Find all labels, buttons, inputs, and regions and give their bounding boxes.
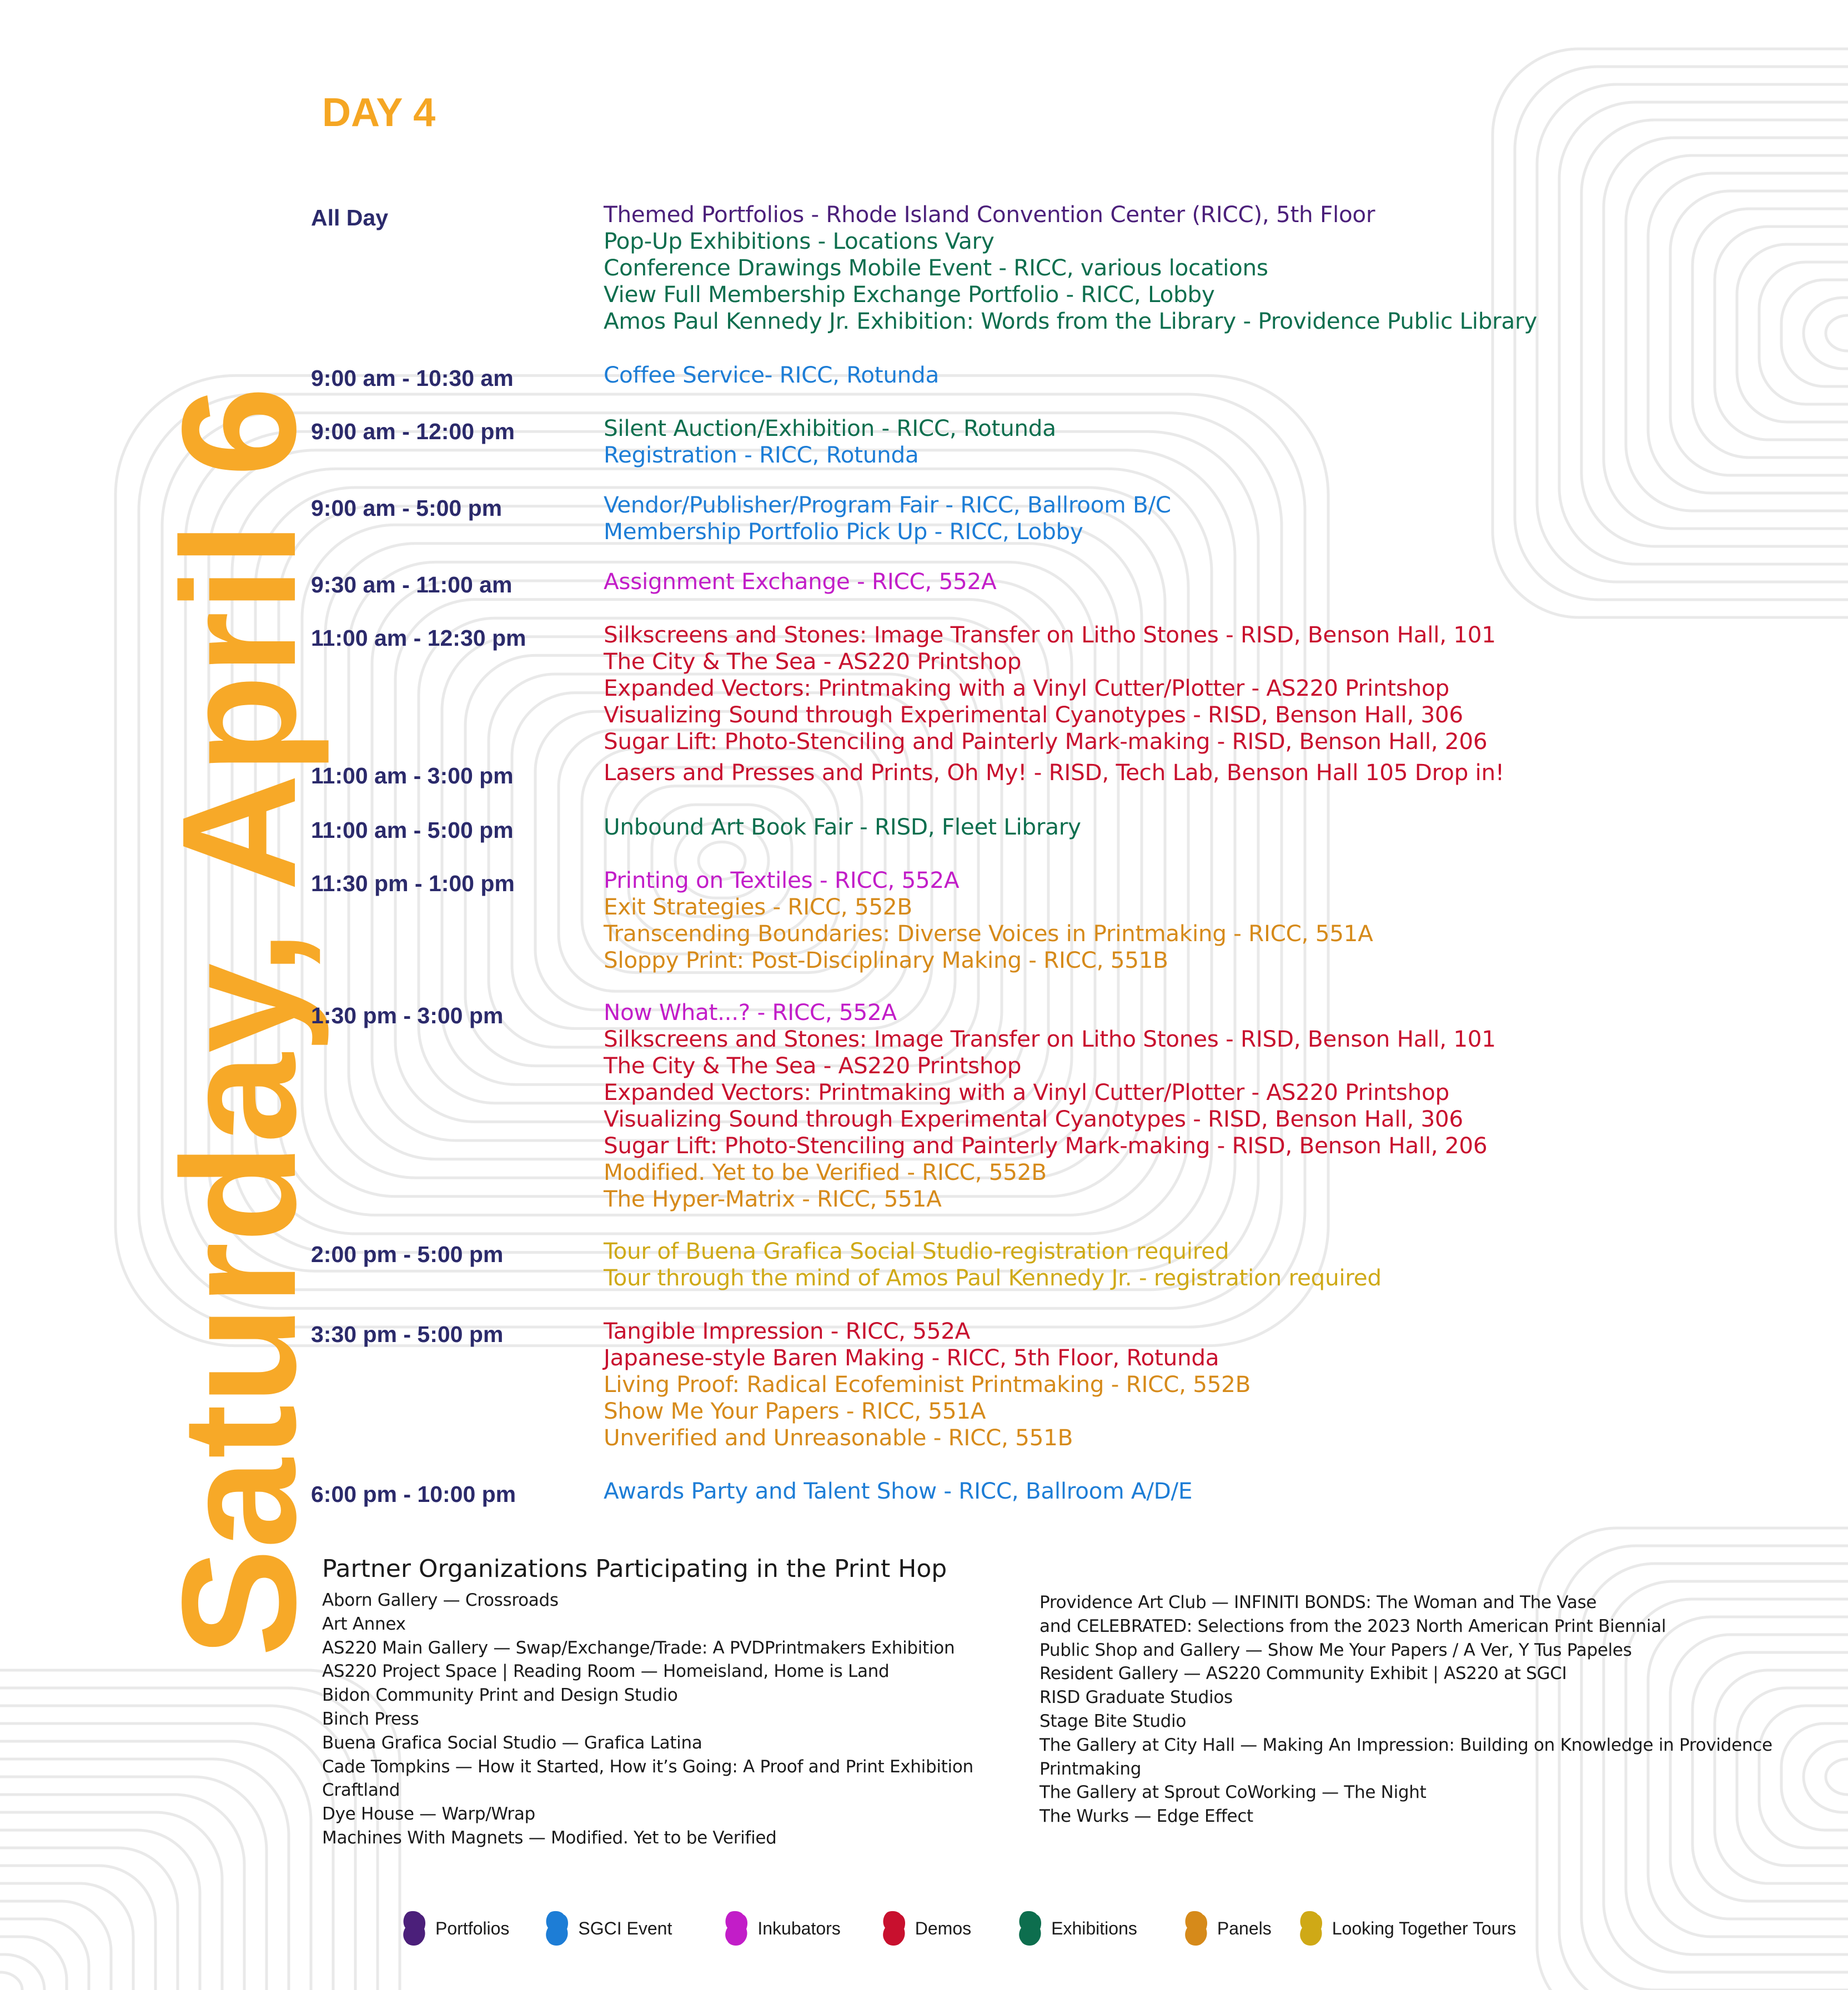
legend-item bbox=[1297, 1909, 1516, 1948]
event-item: Tangible Impression - RICC, 552A bbox=[604, 1318, 971, 1344]
background-line bbox=[1781, 280, 1848, 386]
legend-item bbox=[543, 1909, 672, 1948]
partner-item: and CELEBRATED: Selections from the 2023 North American Print Biennial bbox=[1040, 1616, 1666, 1636]
background-line bbox=[0, 1795, 244, 1990]
event-item: The Hyper-Matrix - RICC, 551A bbox=[604, 1185, 942, 1212]
background-line bbox=[0, 1830, 200, 1990]
event-item: The City & The Sea - AS220 Printshop bbox=[604, 648, 1022, 675]
background-line bbox=[0, 1937, 67, 1990]
event-item: Amos Paul Kennedy Jr. Exhibition: Words from the Library - Providence Public Library bbox=[604, 308, 1538, 334]
event-list bbox=[604, 415, 1666, 468]
event-item: Silent Auction/Exhibition - RICC, Rotunda bbox=[604, 415, 1056, 441]
event-list bbox=[604, 491, 1666, 545]
background-line bbox=[1737, 244, 1848, 422]
event-item: Unbound Art Book Fair - RISD, Fleet Library bbox=[604, 813, 1081, 840]
schedule-block bbox=[311, 759, 1666, 789]
event-item: Conference Drawings Mobile Event - RICC, various locations bbox=[604, 254, 1268, 281]
day-label: DAY 4 bbox=[322, 91, 436, 135]
partners-right-column bbox=[1040, 1591, 1772, 1828]
partner-item: RISD Graduate Studios bbox=[1040, 1687, 1233, 1708]
event-item: Coffee Service- RICC, Rotunda bbox=[604, 361, 939, 388]
schedule-block bbox=[311, 415, 1666, 468]
partner-item: Public Shop and Gallery — Show Me Your Papers / A Ver, Y Tus Papeles bbox=[1040, 1640, 1632, 1660]
event-item: Silkscreens and Stones: Image Transfer on Litho Stones - RISD, Benson Hall, 101 bbox=[604, 621, 1496, 648]
event-item: Lasers and Presses and Prints, Oh My! - RISD, Tech Lab, Benson Hall 105 Drop in! bbox=[604, 759, 1504, 786]
schedule-block bbox=[311, 813, 1666, 843]
legend-item bbox=[1182, 1909, 1272, 1948]
partner-organizations bbox=[322, 1555, 1788, 1848]
time-range: All Day bbox=[311, 205, 388, 230]
partners-left-column bbox=[322, 1589, 973, 1850]
schedule-block bbox=[311, 361, 1666, 391]
event-item: Now What...? - RICC, 552A bbox=[604, 999, 897, 1026]
event-list bbox=[604, 1478, 1666, 1504]
event-item: Assignment Exchange - RICC, 552A bbox=[604, 568, 997, 595]
event-item: Modified. Yet to be Verified - RICC, 552B bbox=[604, 1159, 1047, 1185]
schedule-block bbox=[311, 867, 1666, 973]
event-item: Membership Portfolio Pick Up - RICC, Lobby bbox=[604, 518, 1083, 545]
partner-item: Buena Grafica Social Studio — Grafica Latina bbox=[322, 1732, 702, 1753]
event-item: Registration - RICC, Rotunda bbox=[604, 441, 919, 468]
legend-item bbox=[1016, 1909, 1137, 1948]
time-range: 11:00 am - 12:30 pm bbox=[311, 625, 526, 651]
background-line bbox=[0, 1723, 333, 1990]
date-title: Saturday, April 6 bbox=[148, 386, 329, 1657]
event-item: Sugar Lift: Photo-Stenciling and Painterly Mark-making - RISD, Benson Hall, 206 bbox=[604, 1132, 1488, 1159]
event-item: Expanded Vectors: Printmaking with a Vinyl Cutter/Plotter - AS220 Printshop bbox=[604, 675, 1449, 701]
paint-drop-icon bbox=[1016, 1909, 1044, 1948]
time-range: 9:30 am - 11:00 am bbox=[311, 572, 513, 597]
event-list bbox=[604, 361, 1666, 388]
event-list bbox=[604, 813, 1666, 840]
schedule-block bbox=[311, 621, 1666, 755]
legend-label: Exhibitions bbox=[1051, 1918, 1137, 1938]
partner-item: The Gallery at Sprout CoWorking — The Night bbox=[1040, 1782, 1427, 1803]
event-item: Pop-Up Exhibitions - Locations Vary bbox=[604, 228, 995, 254]
legend-label: Panels bbox=[1217, 1918, 1272, 1938]
event-item: Show Me Your Papers - RICC, 551A bbox=[604, 1398, 986, 1424]
background-line bbox=[1826, 315, 1848, 351]
time-range: 2:00 pm - 5:00 pm bbox=[311, 1242, 504, 1267]
event-item: Transcending Boundaries: Diverse Voices in Printmaking - RICC, 551A bbox=[604, 920, 1373, 947]
time-range: 9:00 am - 10:30 am bbox=[311, 365, 514, 391]
time-range: 3:30 pm - 5:00 pm bbox=[311, 1321, 504, 1347]
event-item: Visualizing Sound through Experimental Cyanotypes - RISD, Benson Hall, 306 bbox=[604, 701, 1463, 728]
time-range: 1:30 pm - 3:00 pm bbox=[311, 1003, 504, 1028]
legend-label: Portfolios bbox=[435, 1918, 510, 1938]
partner-item: Cade Tompkins — How it Started, How it’s Going: A Proof and Print Exhibition bbox=[322, 1756, 973, 1777]
schedule-block bbox=[311, 1318, 1666, 1451]
event-list bbox=[604, 568, 1666, 595]
partner-item: Binch Press bbox=[322, 1708, 419, 1729]
paint-drop-icon bbox=[880, 1909, 908, 1948]
time-range: 9:00 am - 5:00 pm bbox=[311, 495, 503, 521]
legend-label: Looking Together Tours bbox=[1332, 1918, 1516, 1938]
partner-item: Providence Art Club — INFINITI BONDS: The Woman and The Vase bbox=[1040, 1592, 1597, 1612]
partner-item: AS220 Main Gallery — Swap/Exchange/Trade: A PVDPrintmakers Exhibition bbox=[322, 1637, 955, 1658]
legend-label: SGCI Event bbox=[578, 1918, 672, 1938]
partner-item: Art Annex bbox=[322, 1614, 406, 1634]
paint-drop-icon bbox=[400, 1909, 429, 1948]
event-list bbox=[604, 201, 1666, 334]
legend-item bbox=[400, 1909, 509, 1948]
partners-title: Partner Organizations Participating in the Print Hop bbox=[322, 1555, 947, 1583]
paint-drop-icon bbox=[543, 1909, 571, 1948]
event-item: Silkscreens and Stones: Image Transfer on Litho Stones - RISD, Benson Hall, 101 bbox=[604, 1026, 1496, 1052]
event-list bbox=[604, 621, 1666, 755]
event-item: Sugar Lift: Photo-Stenciling and Painterly Mark-making - RISD, Benson Hall, 206 bbox=[604, 728, 1488, 755]
event-list bbox=[604, 1318, 1666, 1451]
time-range: 11:00 am - 3:00 pm bbox=[311, 763, 514, 788]
partner-item: Craftland bbox=[322, 1780, 400, 1801]
partner-item: The Wurks — Edge Effect bbox=[1040, 1806, 1253, 1827]
partner-item: The Gallery at City Hall — Making An Impression: Building on Knowledge in Providence bbox=[1040, 1735, 1772, 1755]
event-item: Exit Strategies - RICC, 552B bbox=[604, 893, 912, 920]
time-range: 11:30 pm - 1:00 pm bbox=[311, 871, 515, 896]
partner-item: AS220 Project Space | Reading Room — Homeisland, Home is Land bbox=[322, 1661, 890, 1682]
event-item: Tour of Buena Grafica Social Studio-registration required bbox=[604, 1238, 1229, 1264]
legend-item bbox=[880, 1909, 971, 1948]
schedule-block bbox=[311, 568, 1666, 598]
partner-item: Printmaking bbox=[1040, 1758, 1142, 1779]
partner-item: Stage Bite Studio bbox=[1040, 1711, 1187, 1731]
event-item: Vendor/Publisher/Program Fair - RICC, Ballroom B/C bbox=[604, 491, 1171, 518]
schedule bbox=[311, 177, 1666, 1507]
background-line bbox=[1781, 1723, 1848, 1830]
schedule-block bbox=[311, 999, 1666, 1212]
event-item: Expanded Vectors: Printmaking with a Vinyl Cutter/Plotter - AS220 Printshop bbox=[604, 1079, 1449, 1105]
partner-item: Dye House — Warp/Wrap bbox=[322, 1804, 535, 1825]
event-item: Themed Portfolios - Rhode Island Convention Center (RICC), 5th Floor bbox=[604, 201, 1375, 228]
paint-drop-icon bbox=[1182, 1909, 1211, 1948]
legend bbox=[400, 1909, 1516, 1948]
time-range: 11:00 am - 5:00 pm bbox=[311, 817, 514, 843]
schedule-block bbox=[311, 1478, 1666, 1507]
event-list bbox=[604, 759, 1666, 786]
event-item: The City & The Sea - AS220 Printshop bbox=[604, 1052, 1022, 1079]
schedule-block bbox=[311, 491, 1666, 545]
event-list bbox=[604, 1238, 1666, 1291]
background-line bbox=[0, 1972, 22, 1990]
partner-item: Resident Gallery — AS220 Community Exhibit | AS220 at SGCI bbox=[1040, 1664, 1567, 1684]
legend-item bbox=[722, 1909, 840, 1948]
legend-label: Inkubators bbox=[757, 1918, 841, 1938]
event-item: Awards Party and Talent Show - RICC, Ballroom A/D/E bbox=[604, 1478, 1193, 1504]
event-item: Japanese-style Baren Making - RICC, 5th Floor, Rotunda bbox=[604, 1344, 1219, 1371]
event-item: Tour through the mind of Amos Paul Kennedy Jr. - registration required bbox=[604, 1264, 1382, 1291]
event-item: Printing on Textiles - RICC, 552A bbox=[604, 867, 960, 893]
partner-item: Bidon Community Print and Design Studio bbox=[322, 1685, 678, 1706]
time-range: 6:00 pm - 10:00 pm bbox=[311, 1481, 516, 1507]
event-list bbox=[604, 999, 1666, 1212]
partner-item: Aborn Gallery — Crossroads bbox=[322, 1590, 559, 1610]
event-item: View Full Membership Exchange Portfolio - RICC, Lobby bbox=[604, 281, 1215, 308]
time-range: 9:00 am - 12:00 pm bbox=[311, 419, 515, 444]
event-item: Living Proof: Radical Ecofeminist Printmaking - RICC, 552B bbox=[604, 1371, 1251, 1398]
schedule-block bbox=[311, 1238, 1666, 1291]
legend-label: Demos bbox=[915, 1918, 972, 1938]
background-line bbox=[1826, 1759, 1848, 1795]
event-item: Unverified and Unreasonable - RICC, 551B bbox=[604, 1424, 1073, 1451]
paint-drop-icon bbox=[722, 1909, 751, 1948]
schedule-block bbox=[311, 201, 1666, 334]
partner-item: Machines With Magnets — Modified. Yet to be Verified bbox=[322, 1827, 777, 1848]
event-item: Sloppy Print: Post-Disciplinary Making - RICC, 551B bbox=[604, 947, 1168, 973]
paint-drop-icon bbox=[1297, 1909, 1325, 1948]
event-list bbox=[604, 867, 1666, 973]
event-item: Visualizing Sound through Experimental Cyanotypes - RISD, Benson Hall, 306 bbox=[604, 1105, 1463, 1132]
